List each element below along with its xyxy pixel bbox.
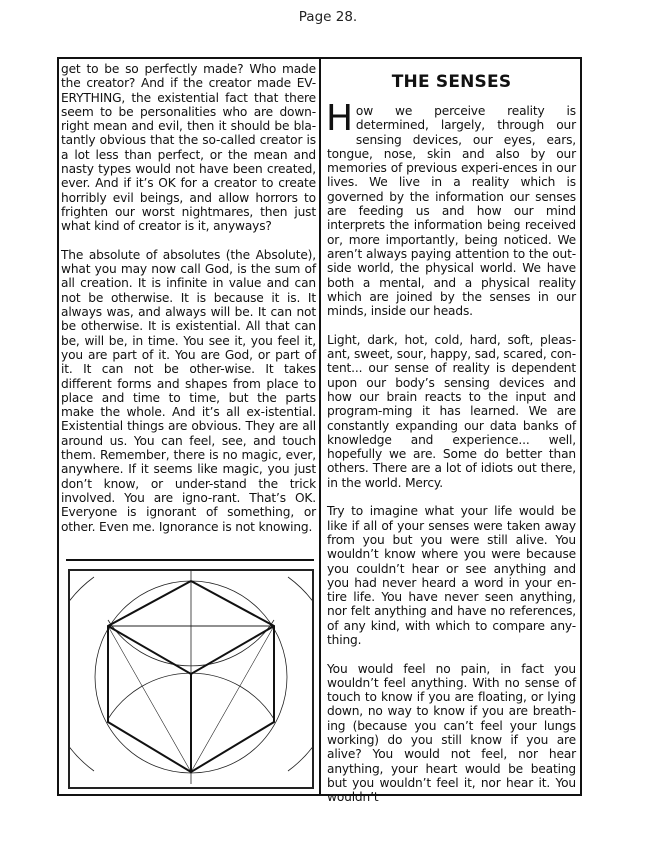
- drop-cap: H: [326, 98, 353, 139]
- left-column: [61, 62, 316, 534]
- section-title: THE SENSES: [391, 72, 512, 92]
- right-paragraph-1-text: ow we perceive reality is determined, largely, through our sensing devices, our eyes, ears, tongue, nose, skin and also by our memories of previous experi-ences in our lives. We live in a reality which is governed by the information our senses are feeding us and how our mind interprets the information being received or, more importantly, being noticed. We aren’t always paying attention to the out-side world, the physical world. We have both a mental, and a physical reality which are joined by the senses in our minds, inside our heads.: [327, 104, 576, 319]
- left-paragraph-1: get to be so perfectly made? Who made the creator? And if the creator made EV-ERYTHING, the existential fact that there seem to be personalities who are down-right mean and evil, then it should be bla-tantly obvious that the so-called creator is a lot less than perfect, or the mean and nasty types would not have been created, ever. And if it’s OK for a creator to create horribly evil beings, and allow horrors to frighten our worst nightmares, then just what kind of creator is it, anyways?: [61, 62, 316, 234]
- cube-construction-figure: [68, 569, 314, 789]
- right-paragraph-1: [326, 98, 576, 319]
- page-number: Page 28.: [298, 9, 358, 25]
- right-paragraph-4: You would feel no pain, in fact you wouldn’t feel anything. With no sense of touch to know if you are floating, or lying down, no way to know if you are breath-ing (because you can’t feel your lungs working) do you still know if you are alive? You would not feel, nor hear anything, your heart would be beating but you wouldn’t feel it, nor hear it. You wouldn’t: [327, 661, 576, 805]
- right-column: [327, 62, 576, 805]
- cube-geometry-icon: [70, 571, 312, 787]
- right-paragraph-3: Try to imagine what your life would be like if all of your senses were taken away from you but you were still alive. You wouldn’t know where you were because you couldn’t hear or see anything and you had never heard a word in your en-tire life. You have never seen anything, nor felt anything and have no references, of any kind, with which to compare any-thing.: [327, 504, 576, 647]
- right-paragraph-2: Light, dark, hot, cold, hard, soft, pleas-ant, sweet, sour, happy, sad, scared, con-tent... our sense of reality is dependent upon our body’s sensing devices and how our brain reacts to the input and program-ming it has learned. We are constantly expanding our data banks of knowledge and experience... well, hopefully we are. Some do better than others. There are a lot of idiots out there, in the world. Mercy.: [327, 332, 577, 490]
- left-paragraph-2: The absolute of absolutes (the Absolute), what you may now call God, is the sum of all creation. It is infinite in value and can not be otherwise. It is because it is. It always was, and always will be. It can not be otherwise. It is existential. All that can be, will be, in time. You see it, you feel it, you are part of it. You are God, or part of it. It can not be other-wise. It takes different forms and shapes from place to place and time to time, but the parts make the whole. And it’s all ex-istential. Existential things are obvious. They are all around us. You can feel, see, and touch them. Remember, there is no magic, ever, anywhere. If it seems like magic, you just don’t know, or under-stand the trick involved. You are igno-rant. That’s OK. Everyone is ignorant of something, or other. Even me. Ignorance is not knowing.: [61, 247, 316, 534]
- figure-separator-rule: [66, 559, 314, 561]
- column-divider: [319, 57, 321, 796]
